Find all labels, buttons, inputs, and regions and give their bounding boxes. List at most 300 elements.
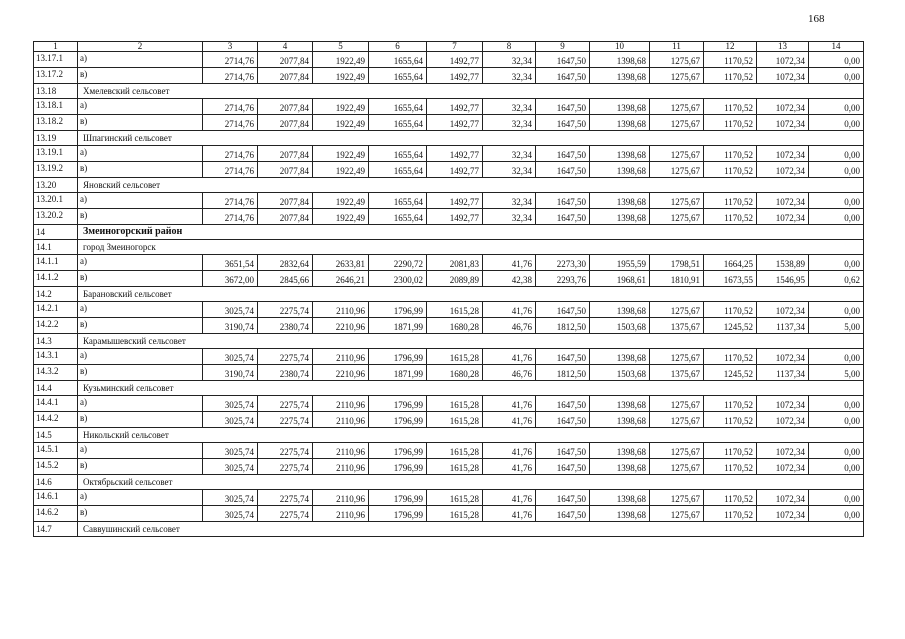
value-cell: 5,00 (809, 365, 864, 381)
value-cell: 1615,28 (427, 412, 483, 428)
column-number: 1 (34, 42, 78, 52)
value-cell: 1072,34 (757, 68, 809, 84)
value-cell: 1170,52 (704, 412, 757, 428)
value-cell: 1615,28 (427, 490, 483, 506)
row-code: 14.4.1 (34, 396, 78, 412)
value-cell: 2110,96 (313, 412, 369, 428)
value-cell: 2275,74 (258, 412, 313, 428)
value-cell: 1170,52 (704, 396, 757, 412)
value-cell: 1922,49 (313, 68, 369, 84)
value-cell: 0,00 (809, 99, 864, 115)
value-cell: 1072,34 (757, 412, 809, 428)
value-cell: 1796,99 (369, 412, 427, 428)
value-cell: 1492,77 (427, 193, 483, 209)
value-cell: 2110,96 (313, 443, 369, 459)
value-cell: 1275,67 (650, 52, 704, 68)
value-cell: 1922,49 (313, 162, 369, 178)
value-cell: 1398,68 (590, 349, 650, 365)
value-cell: 2110,96 (313, 459, 369, 475)
value-cell: 2077,84 (258, 99, 313, 115)
value-cell: 2110,96 (313, 396, 369, 412)
value-cell: 41,76 (483, 302, 536, 318)
value-cell: 2290,72 (369, 255, 427, 271)
value-cell: 0,00 (809, 443, 864, 459)
value-cell: 32,34 (483, 99, 536, 115)
section-code: 14.7 (34, 522, 78, 537)
row-label: в) (78, 68, 203, 84)
row-code: 14.2.1 (34, 302, 78, 318)
value-cell: 1647,50 (536, 52, 590, 68)
value-cell: 0,00 (809, 412, 864, 428)
value-cell: 1955,59 (590, 255, 650, 271)
table-row (34, 349, 864, 365)
value-cell: 1275,67 (650, 162, 704, 178)
value-cell: 1245,52 (704, 365, 757, 381)
column-number: 10 (590, 42, 650, 52)
column-number: 14 (809, 42, 864, 52)
value-cell: 1398,68 (590, 412, 650, 428)
value-cell: 1615,28 (427, 349, 483, 365)
section-row (34, 334, 864, 349)
value-cell: 32,34 (483, 146, 536, 162)
value-cell: 2110,96 (313, 506, 369, 522)
value-cell: 1398,68 (590, 490, 650, 506)
value-cell: 1647,50 (536, 302, 590, 318)
value-cell: 41,76 (483, 490, 536, 506)
section-row (34, 475, 864, 490)
value-cell: 1170,52 (704, 490, 757, 506)
value-cell: 1072,34 (757, 302, 809, 318)
section-row (34, 240, 864, 255)
value-cell: 1922,49 (313, 52, 369, 68)
value-cell: 0,62 (809, 271, 864, 287)
value-cell: 1170,52 (704, 68, 757, 84)
column-number: 9 (536, 42, 590, 52)
value-cell: 2275,74 (258, 490, 313, 506)
value-cell: 1871,99 (369, 365, 427, 381)
column-number: 5 (313, 42, 369, 52)
value-cell: 1796,99 (369, 302, 427, 318)
value-cell: 1398,68 (590, 162, 650, 178)
value-cell: 1647,50 (536, 162, 590, 178)
value-cell: 1375,67 (650, 318, 704, 334)
value-cell: 0,00 (809, 209, 864, 225)
value-cell: 1072,34 (757, 349, 809, 365)
section-row (34, 428, 864, 443)
value-cell: 1655,64 (369, 146, 427, 162)
value-cell: 32,34 (483, 52, 536, 68)
value-cell: 0,00 (809, 396, 864, 412)
value-cell: 1796,99 (369, 396, 427, 412)
value-cell: 2714,76 (203, 193, 258, 209)
value-cell: 2714,76 (203, 162, 258, 178)
value-cell: 0,00 (809, 459, 864, 475)
value-cell: 1275,67 (650, 412, 704, 428)
row-label: а) (78, 146, 203, 162)
value-cell: 1492,77 (427, 115, 483, 131)
value-cell: 1275,67 (650, 443, 704, 459)
value-cell: 0,00 (809, 146, 864, 162)
value-cell: 3190,74 (203, 365, 258, 381)
value-cell: 1680,28 (427, 365, 483, 381)
section-title: Змеиногорский район (78, 225, 864, 240)
value-cell: 1796,99 (369, 349, 427, 365)
value-cell: 2110,96 (313, 302, 369, 318)
table-row (34, 193, 864, 209)
value-cell: 0,00 (809, 255, 864, 271)
value-cell: 0,00 (809, 349, 864, 365)
value-cell: 1072,34 (757, 162, 809, 178)
value-cell: 2845,66 (258, 271, 313, 287)
row-label: в) (78, 459, 203, 475)
value-cell: 1871,99 (369, 318, 427, 334)
row-code: 13.17.1 (34, 52, 78, 68)
value-cell: 2077,84 (258, 162, 313, 178)
value-cell: 1655,64 (369, 68, 427, 84)
section-title: Саввушинский сельсовет (78, 522, 864, 537)
value-cell: 1664,25 (704, 255, 757, 271)
column-number: 3 (203, 42, 258, 52)
table-row (34, 146, 864, 162)
row-code: 14.2.2 (34, 318, 78, 334)
value-cell: 1503,68 (590, 318, 650, 334)
section-title: Яновский сельсовет (78, 178, 864, 193)
row-code: 13.20.2 (34, 209, 78, 225)
row-code: 14.5.2 (34, 459, 78, 475)
value-cell: 1812,50 (536, 318, 590, 334)
value-cell: 1798,51 (650, 255, 704, 271)
row-label: а) (78, 396, 203, 412)
value-cell: 1647,50 (536, 506, 590, 522)
value-cell: 1655,64 (369, 209, 427, 225)
value-cell: 0,00 (809, 162, 864, 178)
value-cell: 2380,74 (258, 365, 313, 381)
section-code: 13.18 (34, 84, 78, 99)
column-number-row (34, 42, 864, 52)
value-cell: 2275,74 (258, 396, 313, 412)
value-cell: 1503,68 (590, 365, 650, 381)
value-cell: 1137,34 (757, 365, 809, 381)
value-cell: 2081,83 (427, 255, 483, 271)
table-row (34, 52, 864, 68)
value-cell: 1072,34 (757, 99, 809, 115)
table-row (34, 115, 864, 131)
value-cell: 1072,34 (757, 209, 809, 225)
value-cell: 2077,84 (258, 209, 313, 225)
row-label: в) (78, 318, 203, 334)
value-cell: 41,76 (483, 255, 536, 271)
value-cell: 1275,67 (650, 459, 704, 475)
value-cell: 1796,99 (369, 506, 427, 522)
section-title: Хмелевский сельсовет (78, 84, 864, 99)
value-cell: 1072,34 (757, 443, 809, 459)
column-number: 8 (483, 42, 536, 52)
row-code: 13.20.1 (34, 193, 78, 209)
value-cell: 0,00 (809, 302, 864, 318)
value-cell: 1072,34 (757, 506, 809, 522)
value-cell: 3025,74 (203, 443, 258, 459)
value-cell: 2275,74 (258, 349, 313, 365)
value-cell: 1072,34 (757, 193, 809, 209)
section-code: 13.20 (34, 178, 78, 193)
row-code: 14.6.2 (34, 506, 78, 522)
value-cell: 1398,68 (590, 193, 650, 209)
value-cell: 1796,99 (369, 490, 427, 506)
value-cell: 2210,96 (313, 365, 369, 381)
value-cell: 1170,52 (704, 162, 757, 178)
value-cell: 1655,64 (369, 115, 427, 131)
value-cell: 1072,34 (757, 146, 809, 162)
value-cell: 41,76 (483, 506, 536, 522)
value-cell: 3025,74 (203, 459, 258, 475)
row-label: а) (78, 349, 203, 365)
value-cell: 2275,74 (258, 302, 313, 318)
value-cell: 1398,68 (590, 302, 650, 318)
value-cell: 46,76 (483, 318, 536, 334)
value-cell: 1546,95 (757, 271, 809, 287)
value-cell: 3672,00 (203, 271, 258, 287)
row-code: 13.18.2 (34, 115, 78, 131)
value-cell: 1398,68 (590, 68, 650, 84)
value-cell: 1275,67 (650, 396, 704, 412)
row-code: 13.17.2 (34, 68, 78, 84)
table-row (34, 99, 864, 115)
value-cell: 1170,52 (704, 146, 757, 162)
section-code: 14.3 (34, 334, 78, 349)
value-cell: 1655,64 (369, 52, 427, 68)
value-cell: 1796,99 (369, 443, 427, 459)
value-cell: 2210,96 (313, 318, 369, 334)
row-label: в) (78, 271, 203, 287)
value-cell: 1922,49 (313, 193, 369, 209)
row-label: а) (78, 255, 203, 271)
value-cell: 1072,34 (757, 52, 809, 68)
value-cell: 1398,68 (590, 396, 650, 412)
value-cell: 1398,68 (590, 443, 650, 459)
row-label: в) (78, 209, 203, 225)
table-row (34, 255, 864, 271)
value-cell: 3025,74 (203, 490, 258, 506)
row-label: а) (78, 52, 203, 68)
value-cell: 1170,52 (704, 193, 757, 209)
value-cell: 2714,76 (203, 115, 258, 131)
value-cell: 2110,96 (313, 490, 369, 506)
row-label: а) (78, 99, 203, 115)
value-cell: 1647,50 (536, 396, 590, 412)
value-cell: 2275,74 (258, 459, 313, 475)
value-cell: 1398,68 (590, 209, 650, 225)
column-number: 7 (427, 42, 483, 52)
value-cell: 41,76 (483, 349, 536, 365)
value-cell: 1538,89 (757, 255, 809, 271)
value-cell: 1170,52 (704, 349, 757, 365)
value-cell: 2077,84 (258, 52, 313, 68)
section-code: 14.1 (34, 240, 78, 255)
value-cell: 1398,68 (590, 99, 650, 115)
section-title: Карамышевский сельсовет (78, 334, 864, 349)
table-row (34, 271, 864, 287)
value-cell: 1170,52 (704, 443, 757, 459)
column-number: 13 (757, 42, 809, 52)
value-cell: 1655,64 (369, 99, 427, 115)
value-cell: 1647,50 (536, 115, 590, 131)
row-label: в) (78, 365, 203, 381)
table-row (34, 209, 864, 225)
value-cell: 1170,52 (704, 115, 757, 131)
section-code: 14 (34, 225, 78, 240)
section-row (34, 287, 864, 302)
value-cell: 1072,34 (757, 396, 809, 412)
value-cell: 1647,50 (536, 490, 590, 506)
value-cell: 2714,76 (203, 52, 258, 68)
section-row (34, 522, 864, 537)
section-code: 13.19 (34, 131, 78, 146)
value-cell: 1398,68 (590, 459, 650, 475)
value-cell: 1680,28 (427, 318, 483, 334)
value-cell: 2380,74 (258, 318, 313, 334)
value-cell: 1398,68 (590, 506, 650, 522)
value-cell: 3190,74 (203, 318, 258, 334)
value-cell: 1492,77 (427, 52, 483, 68)
value-cell: 2714,76 (203, 146, 258, 162)
value-cell: 41,76 (483, 412, 536, 428)
section-row (34, 225, 864, 240)
value-cell: 1647,50 (536, 68, 590, 84)
value-cell: 1922,49 (313, 99, 369, 115)
section-row (34, 131, 864, 146)
value-cell: 2077,84 (258, 193, 313, 209)
section-title: Октябрьский сельсовет (78, 475, 864, 490)
row-code: 14.6.1 (34, 490, 78, 506)
value-cell: 2646,21 (313, 271, 369, 287)
value-cell: 1275,67 (650, 146, 704, 162)
row-code: 13.19.2 (34, 162, 78, 178)
section-title: город Змеиногорск (78, 240, 864, 255)
row-label: а) (78, 302, 203, 318)
value-cell: 42,38 (483, 271, 536, 287)
value-cell: 1275,67 (650, 349, 704, 365)
value-cell: 1655,64 (369, 193, 427, 209)
section-code: 14.6 (34, 475, 78, 490)
table-row (34, 506, 864, 522)
value-cell: 0,00 (809, 115, 864, 131)
value-cell: 1647,50 (536, 459, 590, 475)
column-number: 11 (650, 42, 704, 52)
value-cell: 1398,68 (590, 52, 650, 68)
value-cell: 2714,76 (203, 68, 258, 84)
section-code: 14.2 (34, 287, 78, 302)
value-cell: 1072,34 (757, 490, 809, 506)
column-number: 4 (258, 42, 313, 52)
row-label: в) (78, 115, 203, 131)
value-cell: 1922,49 (313, 146, 369, 162)
section-title: Никольский сельсовет (78, 428, 864, 443)
value-cell: 1275,67 (650, 209, 704, 225)
table-row (34, 443, 864, 459)
value-cell: 1655,64 (369, 162, 427, 178)
value-cell: 5,00 (809, 318, 864, 334)
row-code: 14.1.1 (34, 255, 78, 271)
section-title: Шпагинский сельсовет (78, 131, 864, 146)
row-code: 14.1.2 (34, 271, 78, 287)
value-cell: 1275,67 (650, 68, 704, 84)
section-title: Кузьминский сельсовет (78, 381, 864, 396)
row-code: 13.19.1 (34, 146, 78, 162)
value-cell: 1647,50 (536, 443, 590, 459)
value-cell: 32,34 (483, 193, 536, 209)
value-cell: 1796,99 (369, 459, 427, 475)
value-cell: 1170,52 (704, 209, 757, 225)
table-row (34, 318, 864, 334)
value-cell: 1170,52 (704, 506, 757, 522)
value-cell: 1275,67 (650, 193, 704, 209)
value-cell: 3025,74 (203, 349, 258, 365)
row-code: 14.4.2 (34, 412, 78, 428)
value-cell: 0,00 (809, 490, 864, 506)
value-cell: 2293,76 (536, 271, 590, 287)
value-cell: 1812,50 (536, 365, 590, 381)
section-row (34, 178, 864, 193)
value-cell: 1922,49 (313, 115, 369, 131)
value-cell: 1275,67 (650, 115, 704, 131)
value-cell: 3025,74 (203, 506, 258, 522)
row-label: в) (78, 412, 203, 428)
row-label: в) (78, 506, 203, 522)
value-cell: 3025,74 (203, 412, 258, 428)
value-cell: 1647,50 (536, 209, 590, 225)
value-cell: 1072,34 (757, 115, 809, 131)
value-cell: 1615,28 (427, 459, 483, 475)
value-cell: 1275,67 (650, 490, 704, 506)
table-body (34, 42, 864, 537)
value-cell: 2110,96 (313, 349, 369, 365)
table-row (34, 412, 864, 428)
value-cell: 1615,28 (427, 302, 483, 318)
table-row (34, 162, 864, 178)
value-cell: 1492,77 (427, 209, 483, 225)
value-cell: 2275,74 (258, 443, 313, 459)
value-cell: 2300,02 (369, 271, 427, 287)
value-cell: 2273,30 (536, 255, 590, 271)
value-cell: 0,00 (809, 52, 864, 68)
section-row (34, 84, 864, 99)
value-cell: 1170,52 (704, 459, 757, 475)
value-cell: 1137,34 (757, 318, 809, 334)
table-row (34, 459, 864, 475)
value-cell: 41,76 (483, 443, 536, 459)
row-label: в) (78, 162, 203, 178)
section-code: 14.5 (34, 428, 78, 443)
value-cell: 1615,28 (427, 396, 483, 412)
value-cell: 1647,50 (536, 193, 590, 209)
value-cell: 3651,54 (203, 255, 258, 271)
value-cell: 32,34 (483, 115, 536, 131)
section-row (34, 381, 864, 396)
value-cell: 1615,28 (427, 506, 483, 522)
value-cell: 2714,76 (203, 209, 258, 225)
value-cell: 1375,67 (650, 365, 704, 381)
value-cell: 1492,77 (427, 146, 483, 162)
value-cell: 3025,74 (203, 302, 258, 318)
value-cell: 1275,67 (650, 99, 704, 115)
value-cell: 2714,76 (203, 99, 258, 115)
value-cell: 2832,64 (258, 255, 313, 271)
column-number: 6 (369, 42, 427, 52)
value-cell: 32,34 (483, 162, 536, 178)
row-label: а) (78, 193, 203, 209)
value-cell: 1170,52 (704, 99, 757, 115)
value-cell: 1810,91 (650, 271, 704, 287)
